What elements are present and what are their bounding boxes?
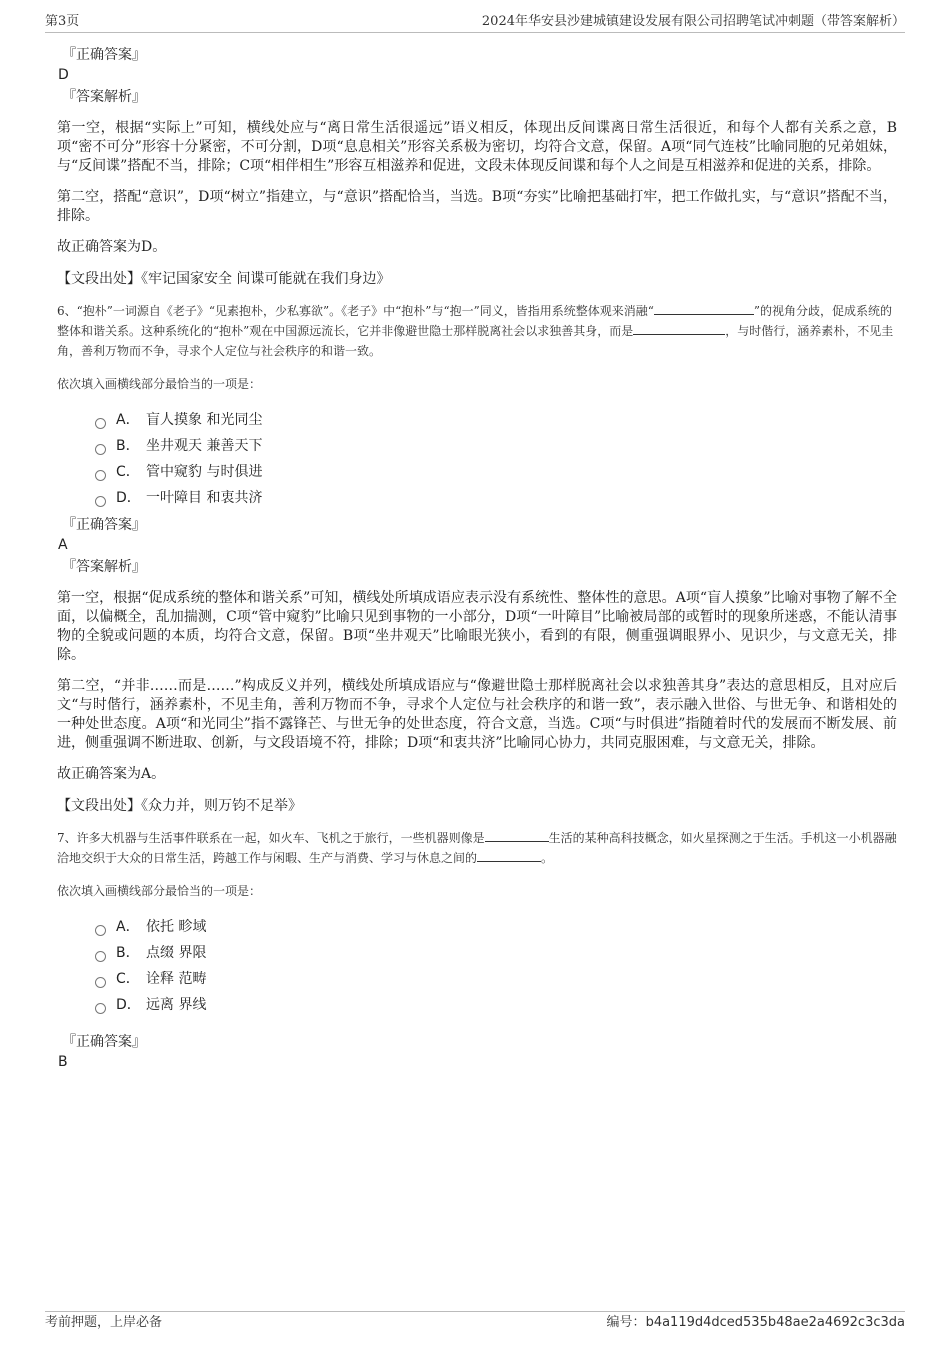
page-footer: [45, 1311, 905, 1334]
source-citation: 【文段出处】《牢记国家安全 间谍可能就在我们身边》: [57, 271, 391, 287]
option-list: [95, 914, 897, 1018]
option-letter: B．: [116, 945, 140, 961]
option-list: [95, 407, 897, 511]
fill-blank: [654, 301, 754, 315]
question-text-part: ，与时偕行，涵养素朴，不见圭角，善利万物而不争，寻求个人定位与社会秩序的和谐一致。: [57, 324, 894, 358]
option-letter: A．: [116, 919, 140, 935]
document-title: 2024年华安县沙建城镇建设发展有限公司招聘笔试冲刺题（带答案解析）: [481, 14, 905, 29]
document-code: [607, 1312, 905, 1334]
option-letter: B．: [116, 438, 140, 454]
radio-button[interactable]: [95, 1003, 106, 1014]
analysis-paragraph: 第二空，搭配“意识”，D项“树立”指建立，与“意识”搭配恰当，当选。B项“夯实”比喻把基础打牢，把工作做扎实，与“意识”搭配不当，排除。: [57, 189, 897, 224]
conclusion: 故正确答案为D。: [57, 239, 167, 255]
answer-value: D: [58, 67, 69, 83]
radio-button[interactable]: [95, 444, 106, 455]
radio-button[interactable]: [95, 470, 106, 481]
radio-button[interactable]: [95, 925, 106, 936]
source-citation: 【文段出处】《众力并，则万钧不足举》: [57, 798, 302, 814]
answer-label: 『正确答案』: [62, 517, 146, 533]
question-prompt: 依次填入画横线部分最恰当的一项是：: [57, 377, 262, 391]
option-letter: D．: [116, 997, 141, 1013]
answer-label: 『正确答案』: [62, 47, 146, 63]
answer-value: A: [58, 537, 68, 553]
conclusion: 故正确答案为A。: [57, 766, 166, 782]
option-letter: A．: [116, 412, 140, 428]
option-a[interactable]: [95, 407, 897, 433]
option-c[interactable]: [95, 966, 897, 992]
footer-slogan: 考前押题，上岸必备: [45, 1315, 163, 1330]
q7-block: [57, 828, 897, 1072]
option-text: 点缀 界限: [146, 945, 207, 961]
main-content: [57, 45, 897, 1072]
analysis-label: 『答案解析』: [62, 89, 146, 105]
page-number: 第3页: [45, 14, 80, 29]
question-prompt: 依次填入画横线部分最恰当的一项是：: [57, 884, 262, 898]
question-text: [57, 301, 897, 361]
option-text: 盲人摸象 和光同尘: [146, 412, 263, 428]
fill-blank: [485, 828, 549, 842]
option-letter: C．: [116, 464, 140, 480]
option-b[interactable]: [95, 940, 897, 966]
option-b[interactable]: [95, 433, 897, 459]
analysis-paragraph: 第二空，“并非……而是……”构成反义并列，横线处所填成语应与“像避世隐士那样脱离社会以求独善其身”表达的意思相反，且对应后文“与时偕行，涵养素朴，不见圭角，善利万物而不争，寻求个人定位与社会秩序的和谐一致”，表示融入世俗、与世无争、和谐相处的一种处世态度。A项“和光同尘”指不露锋芒、与世无争的处世态度，符合文意，当选。C项“与时俱进”指随着时代的发展而不断发展、前进，侧重强调不断进取、创新，与文段语境不符，排除；D项“和衷共济”比喻同心协力，共同克服困难，与文意无关，排除。: [57, 678, 897, 751]
answer-value: B: [58, 1054, 68, 1070]
option-d[interactable]: [95, 485, 897, 511]
option-text: 一叶障目 和衷共济: [146, 490, 263, 506]
q5-block: [57, 45, 897, 289]
analysis-paragraph: 第一空，根据“促成系统的整体和谐关系”可知，横线处所填成语应表示没有系统性、整体性的意思。A项“盲人摸象”比喻对事物了解不全面，以偏概全，乱加揣测，C项“管中窥豹”比喻只见到事物的一小部分，D项“一叶障目”比喻被局部的或暂时的现象所迷惑，不能认清事物的全貌或问题的本质，均符合文意，保留。B项“坐井观天”比喻眼光狭小，看到的有限，侧重强调眼界小、见识少，与文意无关，排除。: [57, 590, 897, 663]
q6-block: [57, 301, 897, 816]
fill-blank: [477, 848, 541, 862]
question-text-part: 生活的某种高科技概念，如火星探测之于生活。手机这一小机器融洽地交织于大众的日常生活，跨越工作与闲暇、生产与消费、学习与休息之间的: [57, 831, 897, 865]
radio-button[interactable]: [95, 977, 106, 988]
question-text-part: ”的视角分歧，促成系统的整体和谐关系。这种系统化的“抱朴”观在中国源远流长，它并非像避世隐士那样脱离社会以求独善其身，而是: [57, 304, 892, 338]
question-text-part: 7、许多大机器与生活事件联系在一起，如火车、飞机之于旅行，一些机器则像是: [57, 831, 485, 845]
option-d[interactable]: [95, 992, 897, 1018]
code-value: b4a119d4dced535b48ae2a4692c3c3da: [645, 1315, 905, 1330]
question-text-part: 6、“抱朴”一词源自《老子》“见素抱朴，少私寡欲”。《老子》中“抱朴”与“抱一”同义，皆指用系统整体观来消融“: [57, 304, 654, 318]
option-text: 管中窥豹 与时俱进: [146, 464, 263, 480]
option-letter: D．: [116, 490, 141, 506]
analysis-paragraph: 第一空，根据“实际上”可知，横线处应与“离日常生活很遥远”语义相反，体现出反间谍离日常生活很近，和每个人都有关系之意，B项“密不可分”形容十分紧密，不可分割，D项“息息相关”形容关系极为密切，均符合文意，保留。A项“同气连枝”比喻同胞的兄弟姐妹，与“反间谍”搭配不当，排除；C项“相伴相生”形容互相滋养和促进，文段未体现反间谍和每个人之间是互相滋养和促进的关系，排除。: [57, 120, 897, 174]
analysis-label: 『答案解析』: [62, 559, 146, 575]
question-text: [57, 828, 897, 868]
answer-label: 『正确答案』: [62, 1034, 146, 1050]
fill-blank: [633, 321, 725, 335]
radio-button[interactable]: [95, 418, 106, 429]
radio-button[interactable]: [95, 951, 106, 962]
option-text: 诠释 范畴: [146, 971, 207, 987]
option-text: 依托 畛域: [146, 919, 207, 935]
option-text: 坐井观天 兼善天下: [146, 438, 263, 454]
code-label: 编号：: [606, 1315, 646, 1330]
option-text: 远离 界线: [146, 997, 207, 1013]
radio-button[interactable]: [95, 496, 106, 507]
page-header: [45, 12, 905, 33]
question-text-part: 。: [541, 851, 554, 865]
option-letter: C．: [116, 971, 140, 987]
option-c[interactable]: [95, 459, 897, 485]
option-a[interactable]: [95, 914, 897, 940]
